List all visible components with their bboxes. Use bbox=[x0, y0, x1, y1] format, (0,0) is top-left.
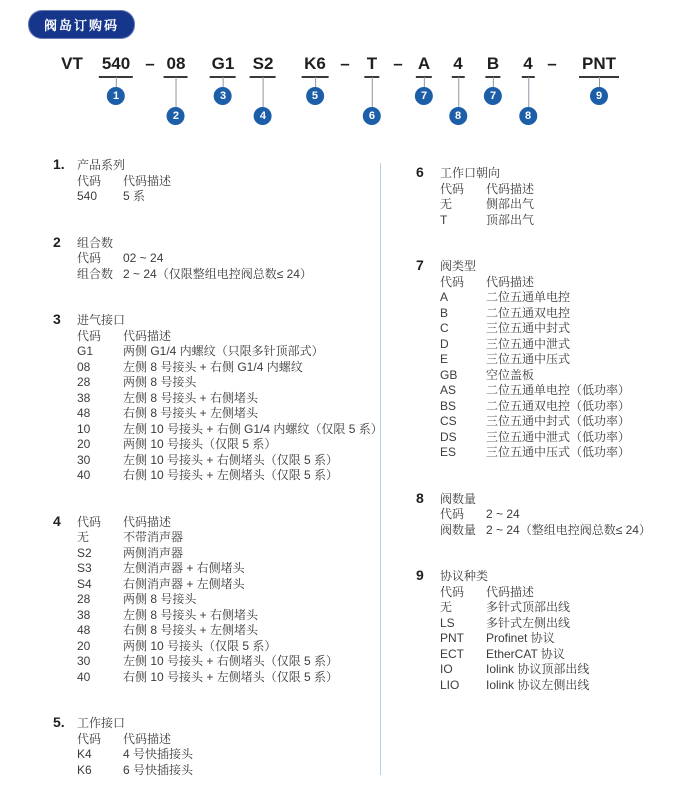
code-row bbox=[440, 523, 692, 539]
code-row bbox=[440, 182, 692, 198]
code-cell: 48 bbox=[77, 623, 91, 637]
code-row bbox=[77, 530, 378, 546]
description-cell: 6 号快插接头 bbox=[123, 762, 194, 777]
code-cell: 代码 bbox=[77, 514, 102, 529]
code-segment-4 bbox=[523, 54, 533, 122]
code-row bbox=[440, 399, 692, 415]
description-cell: 右侧 8 号接头 + 左侧堵头 bbox=[123, 623, 259, 637]
code-row bbox=[77, 639, 378, 655]
code-row bbox=[440, 306, 692, 322]
connector-line bbox=[372, 77, 373, 107]
code-row bbox=[440, 275, 692, 291]
section-number: 5. bbox=[53, 714, 65, 730]
code-row bbox=[77, 189, 378, 205]
code-cell: LIO bbox=[440, 677, 460, 692]
code-cell: D bbox=[440, 336, 449, 351]
code-separator-dash bbox=[393, 54, 402, 74]
section-title: 组合数 bbox=[77, 235, 114, 250]
description-cell: 不带消声器 bbox=[123, 530, 184, 544]
description-cell: 右侧 10 号接头 + 左侧堵头（仅限 5 系） bbox=[123, 468, 339, 482]
code-row bbox=[440, 213, 692, 229]
number-marker-2: 2 bbox=[167, 107, 185, 125]
section-9 bbox=[416, 567, 692, 693]
description-cell: 2 ~ 24 bbox=[486, 507, 520, 521]
code-cell: G1 bbox=[77, 344, 94, 358]
description-cell: 三位五通中封式 bbox=[486, 321, 571, 335]
code-row bbox=[440, 383, 692, 399]
code-row bbox=[440, 290, 692, 306]
code-row bbox=[77, 747, 378, 763]
description-cell: 两侧 8 号接头 bbox=[123, 592, 197, 606]
code-cell: 代码 bbox=[440, 274, 465, 289]
code-cell: 无 bbox=[77, 530, 90, 544]
code-text: – bbox=[340, 54, 350, 73]
code-row bbox=[77, 267, 378, 283]
section-3 bbox=[53, 311, 383, 484]
description-cell: 二位五通单电控（低功率） bbox=[486, 383, 631, 397]
number-marker-5: 5 bbox=[306, 87, 324, 105]
code-row bbox=[77, 608, 378, 624]
description-cell: 顶部出气 bbox=[486, 212, 535, 227]
number-marker-6: 6 bbox=[363, 107, 381, 125]
code-row bbox=[440, 197, 692, 213]
code-row bbox=[440, 631, 692, 647]
code-cell: 40 bbox=[77, 669, 91, 684]
section-number: 1. bbox=[53, 156, 65, 172]
code-row bbox=[440, 585, 692, 601]
code-cell: 组合数 bbox=[77, 266, 114, 281]
number-marker-4: 4 bbox=[254, 107, 272, 125]
code-cell: 28 bbox=[77, 592, 91, 606]
code-row bbox=[77, 437, 378, 453]
connector-line bbox=[599, 77, 600, 87]
code-cell: 代码 bbox=[77, 251, 102, 265]
column-divider bbox=[380, 163, 381, 775]
left-column bbox=[53, 156, 383, 805]
code-cell: 08 bbox=[77, 359, 91, 374]
description-cell: 代码描述 bbox=[486, 181, 535, 196]
code-row bbox=[77, 329, 378, 345]
description-cell: 多针式顶部出线 bbox=[486, 600, 571, 614]
section-title: 协议种类 bbox=[440, 569, 489, 583]
code-row bbox=[77, 592, 378, 608]
code-cell: CS bbox=[440, 414, 457, 428]
code-cell: 20 bbox=[77, 437, 91, 451]
code-cell: S4 bbox=[77, 576, 92, 591]
code-row bbox=[77, 174, 378, 190]
code-cell: 10 bbox=[77, 421, 91, 436]
code-row bbox=[440, 647, 692, 663]
code-cell: BS bbox=[440, 398, 457, 413]
description-cell: 两侧 G1/4 内螺纹（只限多针顶部式） bbox=[123, 344, 324, 358]
description-cell: 代码描述 bbox=[123, 173, 172, 188]
connector-line bbox=[458, 77, 459, 107]
description-cell: 两侧 8 号接头 bbox=[123, 375, 197, 389]
connector-line bbox=[263, 77, 264, 107]
code-segment-pnt bbox=[582, 54, 616, 102]
code-cell: 40 bbox=[77, 468, 91, 482]
code-text: PNT bbox=[582, 54, 616, 73]
description-cell: 两侧 10 号接头（仅限 5 系） bbox=[123, 437, 277, 451]
code-cell: IO bbox=[440, 662, 453, 676]
code-row bbox=[77, 623, 378, 639]
code-text: 4 bbox=[523, 54, 533, 73]
section-7 bbox=[416, 257, 692, 461]
code-row bbox=[440, 337, 692, 353]
code-text: – bbox=[547, 54, 557, 73]
connector-line bbox=[528, 77, 529, 107]
connector-line bbox=[116, 77, 117, 87]
code-row bbox=[440, 321, 692, 337]
code-cell: 代码 bbox=[77, 173, 102, 188]
code-cell: 48 bbox=[77, 406, 91, 420]
code-cell: S3 bbox=[77, 561, 92, 575]
code-text: VT bbox=[61, 54, 83, 73]
connector-line bbox=[424, 77, 425, 87]
number-marker-7: 7 bbox=[415, 87, 433, 105]
code-row bbox=[77, 468, 378, 484]
description-cell: 左侧消声器 + 右侧堵头 bbox=[123, 561, 245, 575]
description-cell: 02 ~ 24 bbox=[123, 251, 164, 265]
section-6 bbox=[416, 164, 692, 228]
description-cell: 2 ~ 24（仅限整组电控阀总数≤ 24） bbox=[123, 266, 312, 281]
description-cell: 2 ~ 24（整组电控阀总数≤ 24） bbox=[486, 522, 651, 537]
code-row bbox=[440, 414, 692, 430]
code-cell: ECT bbox=[440, 646, 464, 661]
code-cell: LS bbox=[440, 615, 455, 630]
code-row bbox=[77, 391, 378, 407]
code-separator-dash bbox=[145, 54, 154, 74]
code-separator-dash bbox=[340, 54, 349, 74]
code-segment-t bbox=[366, 54, 378, 122]
description-cell: 两侧 10 号接头（仅限 5 系） bbox=[123, 638, 277, 653]
description-cell: 左侧 8 号接头 + 右侧堵头 bbox=[123, 390, 259, 405]
code-cell: 30 bbox=[77, 452, 91, 467]
code-cell: 38 bbox=[77, 607, 91, 622]
code-row bbox=[440, 352, 692, 368]
section-8 bbox=[416, 489, 692, 539]
page-title-badge: 阀岛订购码 bbox=[28, 10, 135, 39]
code-text: B bbox=[486, 54, 500, 73]
code-cell: 30 bbox=[77, 654, 91, 668]
connector-line bbox=[176, 77, 177, 107]
code-segment-b bbox=[486, 54, 500, 102]
description-cell: 右侧消声器 + 左侧堵头 bbox=[123, 576, 245, 591]
description-cell: 代码描述 bbox=[486, 584, 535, 599]
code-row bbox=[77, 577, 378, 593]
code-cell: 540 bbox=[77, 189, 98, 203]
code-text: S2 bbox=[252, 54, 274, 73]
code-row bbox=[440, 678, 692, 694]
code-segment-s2 bbox=[252, 54, 274, 122]
code-separator-dash bbox=[547, 54, 556, 74]
description-cell: 三位五通中泄式 bbox=[486, 336, 571, 351]
code-cell: 代码 bbox=[440, 584, 465, 599]
code-row bbox=[440, 662, 692, 678]
code-text: A bbox=[417, 54, 431, 73]
code-cell: C bbox=[440, 321, 449, 335]
code-row bbox=[440, 616, 692, 632]
description-cell: 代码描述 bbox=[486, 274, 535, 289]
code-cell: K6 bbox=[77, 762, 92, 777]
code-cell: ES bbox=[440, 445, 457, 459]
description-cell: 代码描述 bbox=[123, 514, 172, 529]
description-cell: 左侧 10 号接头 + 右侧堵头（仅限 5 系） bbox=[123, 452, 339, 467]
description-cell: 右侧 10 号接头 + 左侧堵头（仅限 5 系） bbox=[123, 669, 339, 684]
code-row bbox=[77, 406, 378, 422]
code-row bbox=[77, 360, 378, 376]
code-text: – bbox=[145, 54, 155, 73]
description-cell: 4 号快插接头 bbox=[123, 747, 194, 761]
code-cell: 代码 bbox=[77, 731, 102, 746]
code-row bbox=[77, 561, 378, 577]
order-code-diagram bbox=[0, 54, 693, 149]
description-cell: 左侧 10 号接头 + 右侧堵头（仅限 5 系） bbox=[123, 654, 339, 668]
description-cell: 三位五通中封式（低功率） bbox=[486, 414, 631, 428]
connector-line bbox=[493, 77, 494, 87]
code-text: 4 bbox=[453, 54, 463, 73]
code-row bbox=[77, 251, 378, 267]
code-cell: T bbox=[440, 212, 448, 227]
code-row bbox=[77, 732, 378, 748]
description-cell: 三位五通中压式 bbox=[486, 352, 571, 366]
description-cell: 两侧消声器 bbox=[123, 545, 184, 560]
section-number: 4 bbox=[53, 512, 61, 529]
description-cell: 三位五通中泄式（低功率） bbox=[486, 429, 631, 444]
code-cell: PNT bbox=[440, 631, 464, 645]
number-marker-8: 8 bbox=[519, 107, 537, 125]
code-row bbox=[77, 344, 378, 360]
description-cell: 代码描述 bbox=[123, 328, 172, 343]
code-cell: E bbox=[440, 352, 449, 366]
code-text: – bbox=[393, 54, 403, 73]
description-cell: 二位五通双电控 bbox=[486, 305, 571, 320]
section-title: 阀数量 bbox=[440, 491, 477, 506]
description-cell: 二位五通单电控 bbox=[486, 290, 571, 304]
code-row bbox=[77, 375, 378, 391]
code-cell: 28 bbox=[77, 375, 91, 389]
code-segment-08 bbox=[166, 54, 186, 122]
code-row bbox=[440, 368, 692, 384]
code-segment-a bbox=[417, 54, 431, 102]
description-cell: 多针式左侧出线 bbox=[486, 615, 571, 630]
section-number: 8 bbox=[416, 489, 424, 506]
code-text: 08 bbox=[166, 54, 186, 73]
section-title: 进气接口 bbox=[77, 313, 126, 327]
number-marker-7: 7 bbox=[484, 87, 502, 105]
number-marker-3: 3 bbox=[214, 87, 232, 105]
description-cell: Iolink 协议左侧出线 bbox=[486, 677, 590, 692]
code-cell: A bbox=[440, 290, 449, 304]
code-cell: B bbox=[440, 305, 449, 320]
description-cell: 5 系 bbox=[123, 189, 146, 203]
code-cell: 代码 bbox=[77, 328, 102, 343]
description-cell: 空位盖板 bbox=[486, 367, 535, 382]
section-1 bbox=[53, 156, 378, 205]
code-cell: 代码 bbox=[440, 181, 465, 196]
connector-line bbox=[315, 77, 316, 87]
code-segment-k6 bbox=[304, 54, 326, 102]
code-row bbox=[77, 546, 378, 562]
section-title: 阀类型 bbox=[440, 259, 477, 273]
code-cell: S2 bbox=[77, 545, 92, 560]
code-row bbox=[77, 515, 378, 531]
code-text: 540 bbox=[101, 54, 131, 73]
description-cell: 侧部出气 bbox=[486, 197, 535, 211]
section-number: 9 bbox=[416, 567, 424, 583]
description-cell: 三位五通中压式（低功率） bbox=[486, 445, 631, 459]
description-cell: 代码描述 bbox=[123, 731, 172, 746]
section-2 bbox=[53, 233, 378, 283]
code-row bbox=[440, 445, 692, 461]
code-segment-540 bbox=[101, 54, 131, 102]
code-segment-4 bbox=[453, 54, 463, 122]
description-cell: 左侧 10 号接头 + 右侧 G1/4 内螺纹（仅限 5 系） bbox=[123, 421, 383, 436]
section-number: 2 bbox=[53, 233, 61, 250]
code-segment-vt bbox=[61, 54, 83, 74]
code-row bbox=[77, 453, 378, 469]
code-segment-g1 bbox=[211, 54, 235, 102]
section-number: 6 bbox=[416, 164, 424, 180]
section-5 bbox=[53, 714, 378, 778]
number-marker-1: 1 bbox=[107, 87, 125, 105]
code-row bbox=[77, 763, 378, 779]
description-cell: 左侧 8 号接头 + 右侧 G1/4 内螺纹 bbox=[123, 359, 303, 374]
description-cell: Iolink 协议顶部出线 bbox=[486, 662, 590, 676]
code-cell: 20 bbox=[77, 638, 91, 653]
section-title: 产品系列 bbox=[77, 158, 126, 172]
description-cell: 右侧 8 号接头 + 左侧堵头 bbox=[123, 406, 259, 420]
code-cell: 阀数量 bbox=[440, 522, 477, 537]
code-cell: DS bbox=[440, 429, 457, 444]
section-title: 工作接口 bbox=[77, 716, 126, 730]
connector-line bbox=[223, 77, 224, 87]
code-row bbox=[77, 654, 378, 670]
right-column bbox=[416, 164, 692, 724]
number-marker-8: 8 bbox=[449, 107, 467, 125]
section-number: 3 bbox=[53, 311, 61, 327]
section-number: 7 bbox=[416, 257, 424, 273]
code-text: G1 bbox=[211, 54, 235, 73]
code-row bbox=[77, 421, 383, 438]
number-marker-9: 9 bbox=[590, 87, 608, 105]
section-title: 工作口朝向 bbox=[440, 166, 501, 180]
code-row bbox=[440, 507, 692, 523]
code-row bbox=[440, 600, 692, 616]
code-row bbox=[77, 670, 378, 686]
section-4 bbox=[53, 512, 378, 686]
code-row bbox=[440, 430, 692, 446]
code-cell: K4 bbox=[77, 747, 92, 761]
code-cell: 38 bbox=[77, 390, 91, 405]
description-cell: 左侧 8 号接头 + 右侧堵头 bbox=[123, 607, 259, 622]
code-cell: 无 bbox=[440, 197, 453, 211]
description-cell: EtherCAT 协议 bbox=[486, 646, 565, 661]
code-cell: 无 bbox=[440, 600, 453, 614]
code-text: K6 bbox=[304, 54, 326, 73]
description-cell: 二位五通双电控（低功率） bbox=[486, 398, 631, 413]
code-cell: AS bbox=[440, 383, 457, 397]
code-cell: GB bbox=[440, 367, 458, 382]
description-cell: Profinet 协议 bbox=[486, 631, 555, 645]
code-cell: 代码 bbox=[440, 507, 465, 521]
code-text: T bbox=[366, 54, 378, 73]
